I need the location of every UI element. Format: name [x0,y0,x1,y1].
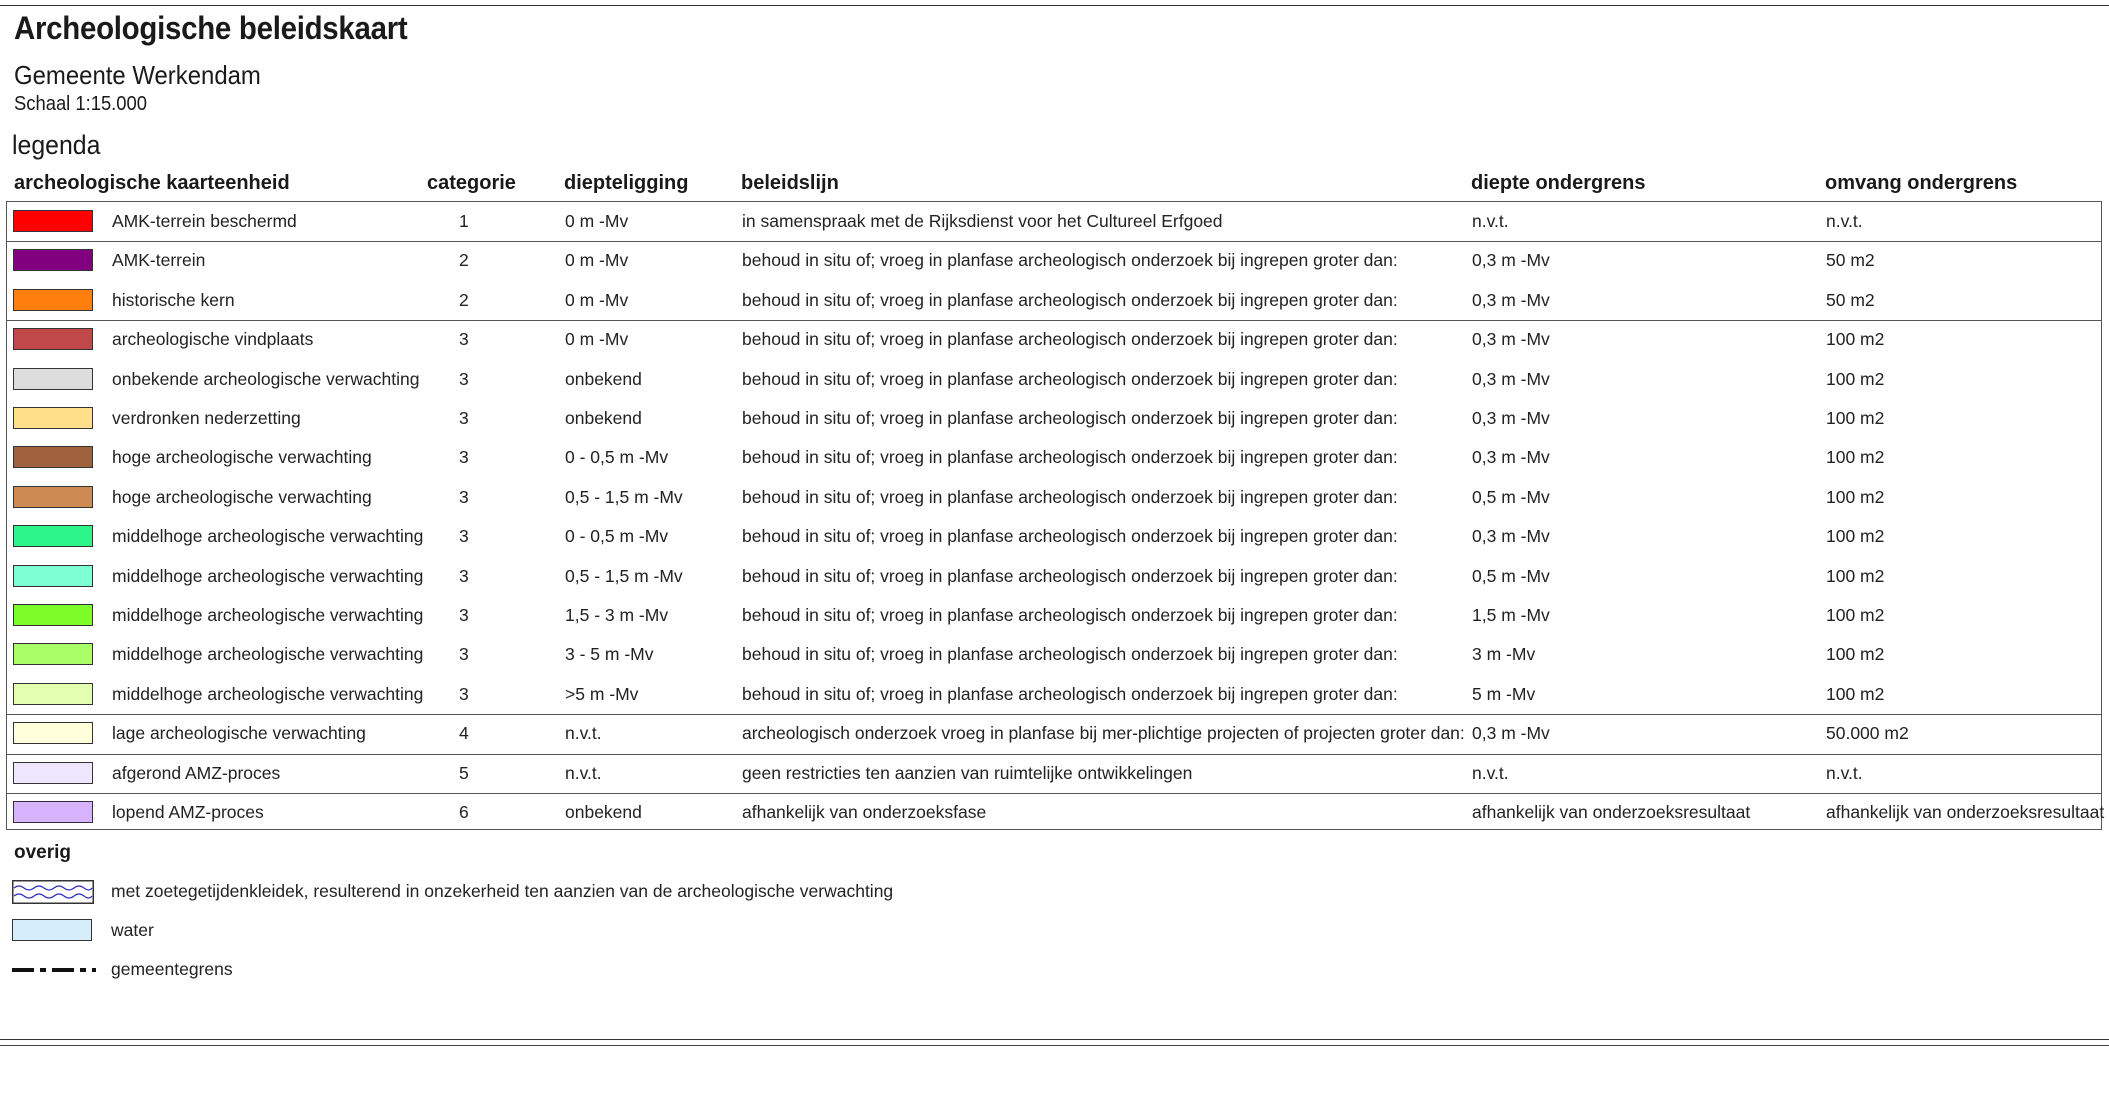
legend-depth: 0 m -Mv [565,289,629,310]
legend-category: 3 [459,486,469,507]
legend-policy: afhankelijk van onderzoeksfase [742,802,987,822]
legend-unit: hoge archeologische verwachting [112,447,372,468]
legend-depth: 0 - 0,5 m -Mv [565,526,669,547]
legend-unit: historische kern [112,289,235,310]
legend-depth-limit: 0,3 m -Mv [1472,526,1550,547]
legend-unit: lage archeologische verwachting [112,723,366,744]
legend-policy: behoud in situ of; vroeg in planfase archeologisch onderzoek bij ingrepen groter dan: [742,683,1398,704]
header-depth: diepteligging [564,172,689,194]
legend-depth-limit: 0,3 m -Mv [1472,250,1550,271]
legend-depth-limit: 0,5 m -Mv [1472,486,1550,507]
group-separator [7,793,2101,794]
legend-policy: behoud in situ of; vroeg in planfase archeologisch onderzoek bij ingrepen groter dan: [742,289,1398,310]
legend-area-limit: afhankelijk van onderzoeksresultaat [1826,802,2105,822]
legend-depth-limit: 5 m -Mv [1472,683,1536,704]
table-row [7,596,2101,635]
legend-policy: archeologisch onderzoek vroeg in planfase bij mer-plichtige projecten of projecten groter dan: [742,723,1465,744]
legend-heading: legenda [12,130,101,160]
color-swatch [13,643,93,665]
header-policy: beleidslijn [741,172,839,194]
map-scale: Schaal 1:15.000 [14,93,147,115]
legend-area-limit: 100 m2 [1826,368,1885,389]
color-swatch [13,210,93,232]
table-row [7,754,2101,793]
legend-area-limit: 100 m2 [1826,565,1885,586]
legend-area-limit: 100 m2 [1826,644,1885,665]
overig-label: gemeentegrens [111,959,233,979]
group-separator [7,241,2101,242]
legend-depth: 0 m -Mv [565,329,629,350]
legend-unit: middelhoge archeologische verwachting [112,605,424,625]
legend-depth: onbekend [565,802,642,822]
header-unit: archeologische kaarteenheid [14,172,290,194]
legend-area-limit: 100 m2 [1826,486,1885,507]
legend-area-limit: 50 m2 [1826,289,1875,310]
legend-unit: onbekende archeologische verwachting [112,368,420,389]
legend-policy: in samenspraak met de Rijksdienst voor het Cultureel Erfgoed [742,211,1223,231]
clay-cover-hatch-symbol [12,880,94,904]
legend-policy: behoud in situ of; vroeg in planfase archeologisch onderzoek bij ingrepen groter dan: [742,368,1398,389]
legend-area-limit: 100 m2 [1826,605,1885,625]
legend-policy: behoud in situ of; vroeg in planfase archeologisch onderzoek bij ingrepen groter dan: [742,605,1398,625]
legend-depth: 0,5 - 1,5 m -Mv [565,486,683,507]
header-depth-limit: diepte ondergrens [1471,172,1646,194]
legend-depth-limit: 0,3 m -Mv [1472,723,1550,744]
legend-policy: geen restricties ten aanzien van ruimtelijke ontwikkelingen [742,762,1193,783]
legend-policy: behoud in situ of; vroeg in planfase archeologisch onderzoek bij ingrepen groter dan: [742,644,1398,665]
legend-unit: hoge archeologische verwachting [112,486,372,507]
legend-policy: behoud in situ of; vroeg in planfase archeologisch onderzoek bij ingrepen groter dan: [742,486,1398,507]
map-title: Archeologische beleidskaart [14,10,408,46]
legend-unit: middelhoge archeologische verwachting [112,683,424,704]
legend-depth-limit: 0,3 m -Mv [1472,289,1550,310]
color-swatch [13,249,93,271]
legend-category: 3 [459,447,469,468]
color-swatch [13,722,93,744]
bottom-rule-upper [0,1039,2109,1040]
legend-depth: n.v.t. [565,762,602,783]
legend-depth-limit: 3 m -Mv [1472,644,1536,665]
legend-policy: behoud in situ of; vroeg in planfase archeologisch onderzoek bij ingrepen groter dan: [742,250,1398,271]
legend-category: 4 [459,723,469,744]
legend-depth: onbekend [565,368,642,389]
top-rule [0,5,2109,6]
color-swatch [13,328,93,350]
legend-area-limit: 100 m2 [1826,683,1885,704]
legend-depth-limit: 0,5 m -Mv [1472,565,1550,586]
legend-category: 3 [459,368,469,389]
legend-policy: behoud in situ of; vroeg in planfase archeologisch onderzoek bij ingrepen groter dan: [742,526,1398,547]
legend-category: 1 [459,211,469,231]
legend-unit: AMK-terrein beschermd [112,211,297,231]
legend-depth: 0 m -Mv [565,211,629,231]
legend-category: 3 [459,644,469,665]
legend-unit: afgerond AMZ-proces [112,762,281,783]
table-row [7,281,2101,320]
legend-depth: 0,5 - 1,5 m -Mv [565,565,683,586]
legend-category: 3 [459,526,469,547]
color-swatch [13,565,93,587]
overig-item [6,950,1206,989]
table-row [7,241,2101,280]
table-row [7,557,2101,596]
legend-category: 3 [459,408,469,428]
legend-depth-limit: afhankelijk van onderzoeksresultaat [1472,802,1751,822]
color-swatch [13,368,93,390]
overig-label: met zoetegetijdenkleidek, resulterend in onzekerheid ten aanzien van de archeologische verwachting [111,881,894,901]
legend-area-limit: 50 m2 [1826,250,1875,271]
table-row [7,320,2101,359]
legend-unit: lopend AMZ-proces [112,802,264,822]
legend-depth: 3 - 5 m -Mv [565,644,654,665]
table-row [7,202,2101,241]
legend-area-limit: 100 m2 [1826,408,1885,428]
legend-unit: middelhoge archeologische verwachting [112,565,424,586]
legend-depth-limit: 0,3 m -Mv [1472,368,1550,389]
color-swatch [13,604,93,626]
water-swatch [12,919,92,941]
legend-policy: behoud in situ of; vroeg in planfase archeologisch onderzoek bij ingrepen groter dan: [742,408,1398,428]
table-row [7,517,2101,556]
legend-depth: 1,5 - 3 m -Mv [565,605,669,625]
legend-depth-limit: n.v.t. [1472,211,1509,231]
legend-policy: behoud in situ of; vroeg in planfase archeologisch onderzoek bij ingrepen groter dan: [742,565,1398,586]
table-row [7,635,2101,674]
overig-label: water [111,920,154,940]
legend-area-limit: 100 m2 [1826,447,1885,468]
municipal-border-line-symbol [10,958,98,982]
overig-heading: overig [14,842,72,863]
color-swatch [13,446,93,468]
legend-depth-limit: 0,3 m -Mv [1472,408,1550,428]
legend-unit: AMK-terrein [112,250,206,271]
legend-depth: onbekend [565,408,642,428]
legend-area-limit: 100 m2 [1826,526,1885,547]
legend-unit: archeologische vindplaats [112,329,314,350]
table-row [7,714,2101,753]
legend-area-limit: n.v.t. [1826,762,1863,783]
bottom-rule-lower [0,1045,2109,1046]
color-swatch [13,683,93,705]
legend-category: 3 [459,605,469,625]
legend-area-limit: 100 m2 [1826,329,1885,350]
legend-category: 3 [459,683,469,704]
group-separator [7,714,2101,715]
table-row [7,478,2101,517]
overig-item [6,911,1206,950]
legend-area-limit: 50.000 m2 [1826,723,1909,744]
legend-category: 2 [459,289,469,310]
color-swatch [13,525,93,547]
header-category: categorie [427,172,516,194]
table-row [7,399,2101,438]
legend-area-limit: n.v.t. [1826,211,1863,231]
legend-category: 6 [459,802,469,822]
color-swatch [13,289,93,311]
legend-depth: n.v.t. [565,723,602,744]
legend-unit: verdronken nederzetting [112,408,301,428]
legend-depth-limit: 0,3 m -Mv [1472,447,1550,468]
legend-category: 2 [459,250,469,271]
legend-policy: behoud in situ of; vroeg in planfase archeologisch onderzoek bij ingrepen groter dan: [742,447,1398,468]
header-area-limit: omvang ondergrens [1825,172,2018,194]
legend-policy: behoud in situ of; vroeg in planfase archeologisch onderzoek bij ingrepen groter dan: [742,329,1398,350]
color-swatch [13,801,93,823]
legend-table [6,201,2105,830]
legend-category: 3 [459,329,469,350]
legend-category: 5 [459,762,469,783]
color-swatch [13,407,93,429]
legend-unit: middelhoge archeologische verwachting [112,644,424,665]
legend-depth: 0 - 0,5 m -Mv [565,447,669,468]
table-row [7,438,2101,477]
table-row [7,360,2101,399]
table-row [7,675,2101,714]
legend-depth: 0 m -Mv [565,250,629,271]
legend-depth: >5 m -Mv [565,683,639,704]
legend-category: 3 [459,565,469,586]
municipality-name: Gemeente Werkendam [14,60,261,90]
group-separator [7,320,2101,321]
color-swatch [13,486,93,508]
legend-depth-limit: 1,5 m -Mv [1472,605,1550,625]
legend-depth-limit: n.v.t. [1472,762,1509,783]
table-row [7,793,2105,832]
overig-item [6,872,1206,911]
color-swatch [13,762,93,784]
legend-unit: middelhoge archeologische verwachting [112,526,424,547]
legend-depth-limit: 0,3 m -Mv [1472,329,1550,350]
group-separator [7,754,2101,755]
